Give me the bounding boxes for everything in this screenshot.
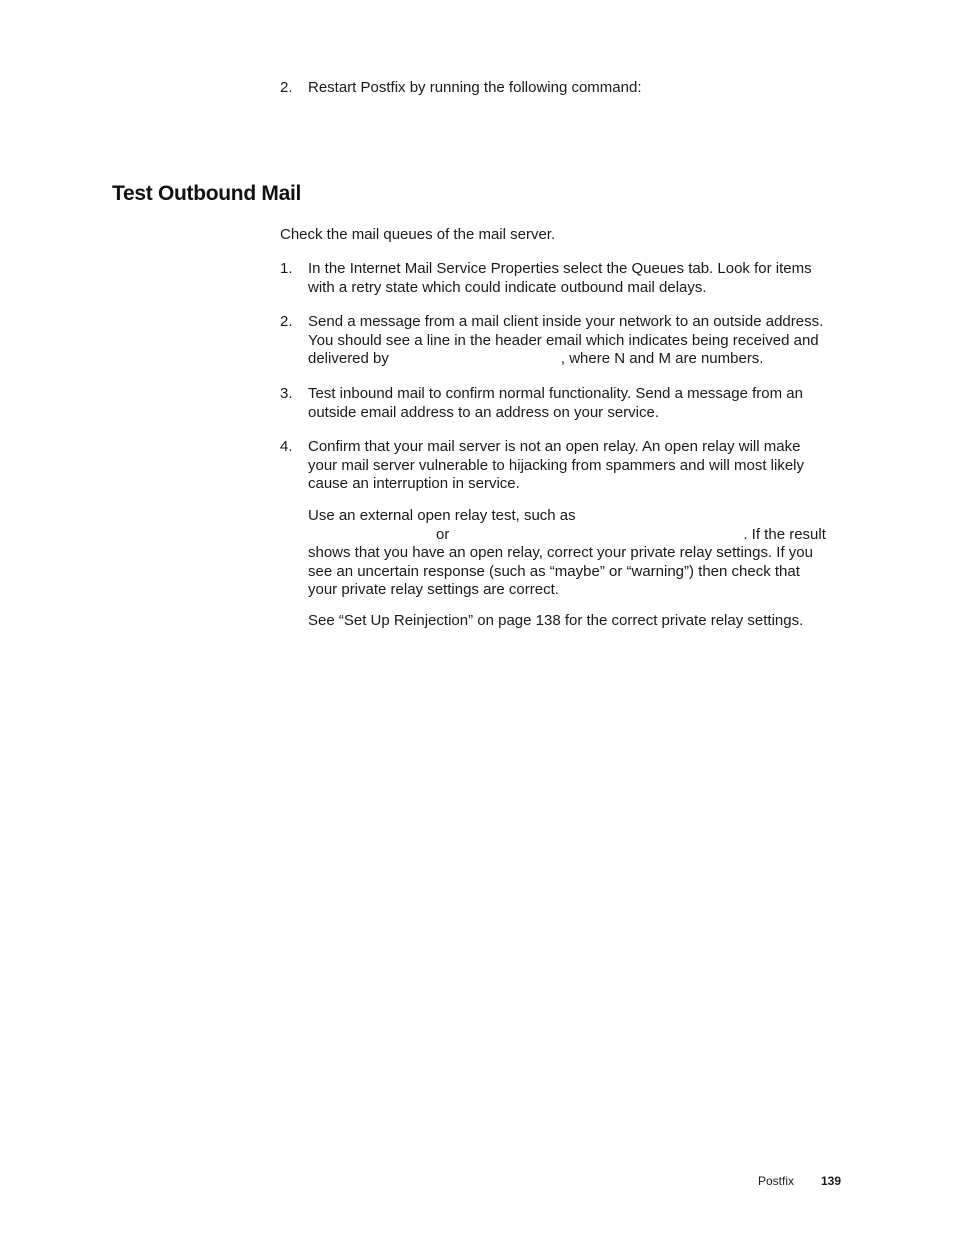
step-number: 3. (280, 385, 293, 402)
footer-chapter-name: Postfix (758, 1174, 795, 1188)
step-line-end: , where N and M are numbers. (560, 350, 764, 368)
paragraph-line (308, 526, 842, 545)
step-text: Restart Postfix by running the following command: (308, 79, 642, 96)
or-word: or (436, 525, 450, 543)
step-text (308, 385, 840, 422)
step-line: Test inbound mail to confirm normal functionality. Send a message from an (308, 385, 803, 402)
paragraph-line: see an uncertain response (such as “maybe” or “warning”) then check that (308, 562, 800, 580)
paragraph-line: Use an external open relay test, such as (308, 507, 576, 524)
step-line: Confirm that your mail server is not an open relay. An open relay will make (308, 438, 801, 455)
section-intro: Check the mail queues of the mail server. (280, 226, 556, 243)
paragraph-line: shows that you have an open relay, correct your private relay settings. If you (308, 544, 813, 562)
step-line: with a retry state which could indicate outbound mail delays. (308, 278, 707, 296)
step-line: You should see a line in the header email which indicates being received and (308, 331, 819, 349)
step-item (280, 385, 840, 422)
step-text (308, 438, 840, 494)
see-also-paragraph: See “Set Up Reinjection” on page 138 for the correct private relay settings. (308, 612, 804, 629)
step-text (308, 313, 840, 369)
step-line: cause an interruption in service. (308, 475, 520, 493)
step-number: 2. (280, 79, 293, 96)
footer-page-number: 139 (821, 1174, 842, 1188)
pre-step-item (280, 79, 840, 98)
step-line: In the Internet Mail Service Properties select the Queues tab. Look for items (308, 260, 812, 277)
step-number: 1. (280, 260, 293, 277)
step-number: 4. (280, 438, 293, 455)
step-line: outside email address to an address on your service. (308, 403, 660, 421)
step-item (280, 313, 840, 369)
step-text (308, 260, 840, 297)
paragraph-line: your private relay settings are correct. (308, 581, 559, 599)
relay-test-paragraph (308, 507, 842, 600)
step-item (280, 438, 840, 494)
step-line: Send a message from a mail client inside your network to an outside address. (308, 313, 824, 330)
section-heading: Test Outbound Mail (112, 182, 302, 205)
step-line-start: delivered by (308, 350, 389, 368)
step-line (308, 350, 840, 369)
step-number: 2. (280, 313, 293, 330)
step-line: your mail server vulnerable to hijacking from spammers and will most likely (308, 456, 805, 474)
paragraph-line-end: . If the result (743, 525, 826, 543)
step-item (280, 260, 840, 297)
